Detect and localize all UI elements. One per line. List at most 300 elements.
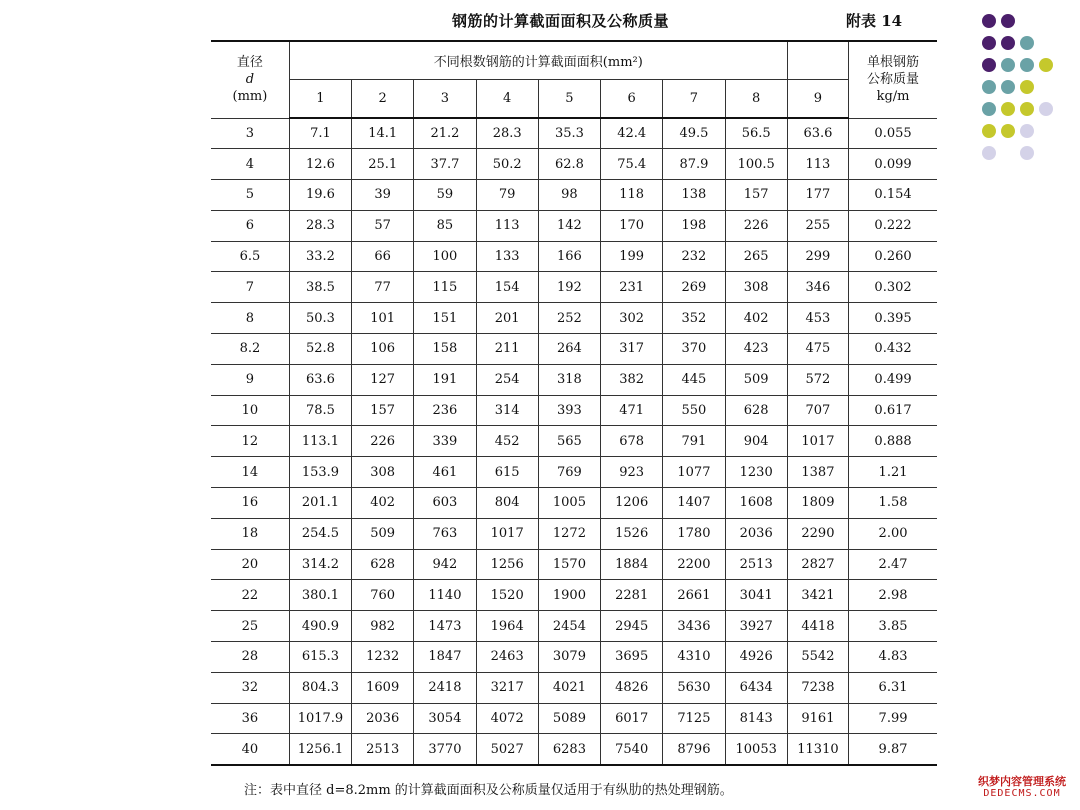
decor-dot <box>1001 58 1015 72</box>
area-cell: 142 <box>538 210 600 241</box>
area-cell: 2513 <box>725 549 787 580</box>
area-cell: 5630 <box>663 672 725 703</box>
area-cell: 471 <box>601 395 663 426</box>
area-cell: 113.1 <box>289 426 351 457</box>
area-cell: 791 <box>663 426 725 457</box>
header-diameter <box>211 41 289 118</box>
area-cell: 2945 <box>601 611 663 642</box>
area-cell: 314.2 <box>289 549 351 580</box>
table-row <box>211 426 937 457</box>
diameter-unit: (mm) <box>232 89 268 105</box>
area-cell: 1809 <box>787 488 848 519</box>
table-row <box>211 241 937 272</box>
area-cell: 75.4 <box>601 149 663 180</box>
area-cell: 35.3 <box>538 118 600 149</box>
table-row <box>211 395 937 426</box>
area-cell: 7125 <box>663 703 725 734</box>
bar-count-header: 7 <box>663 79 725 118</box>
area-cell: 461 <box>414 457 476 488</box>
area-cell: 78.5 <box>289 395 351 426</box>
area-cell: 252 <box>538 303 600 334</box>
table-row <box>211 549 937 580</box>
area-cell: 28.3 <box>476 118 538 149</box>
area-cell: 8796 <box>663 734 725 765</box>
rebar-area-table <box>211 40 937 766</box>
area-cell: 57 <box>352 210 414 241</box>
area-cell: 707 <box>787 395 848 426</box>
diameter-cell: 14 <box>211 457 289 488</box>
area-cell: 231 <box>601 272 663 303</box>
mass-cell: 0.432 <box>849 334 937 365</box>
area-cell: 2827 <box>787 549 848 580</box>
area-cell: 346 <box>787 272 848 303</box>
mass-cell: 2.98 <box>849 580 937 611</box>
area-cell: 100.5 <box>725 149 787 180</box>
diameter-cell: 3 <box>211 118 289 149</box>
table-body <box>211 118 937 765</box>
page-title: 钢筋的计算截面面积及公称质量 <box>452 12 670 30</box>
area-cell: 1847 <box>414 642 476 673</box>
mass-cell: 0.888 <box>849 426 937 457</box>
area-cell: 25.1 <box>352 149 414 180</box>
mass-cell: 9.87 <box>849 734 937 765</box>
area-cell: 151 <box>414 303 476 334</box>
area-cell: 4418 <box>787 611 848 642</box>
diameter-cell: 7 <box>211 272 289 303</box>
mass-cell: 2.00 <box>849 518 937 549</box>
area-cell: 11310 <box>787 734 848 765</box>
table-row <box>211 703 937 734</box>
diameter-cell: 12 <box>211 426 289 457</box>
diameter-cell: 5 <box>211 180 289 211</box>
area-cell: 302 <box>601 303 663 334</box>
area-cell: 615 <box>476 457 538 488</box>
table-row <box>211 672 937 703</box>
area-cell: 2290 <box>787 518 848 549</box>
mass-cell: 0.302 <box>849 272 937 303</box>
bar-count-header: 2 <box>352 79 414 118</box>
mass-cell: 1.58 <box>849 488 937 519</box>
diameter-cell: 6.5 <box>211 241 289 272</box>
area-cell: 166 <box>538 241 600 272</box>
mass-cell: 0.099 <box>849 149 937 180</box>
area-cell: 100 <box>414 241 476 272</box>
area-cell: 2513 <box>352 734 414 765</box>
area-cell: 1005 <box>538 488 600 519</box>
mass-cell: 4.83 <box>849 642 937 673</box>
area-cell: 226 <box>725 210 787 241</box>
decor-dot <box>1001 80 1015 94</box>
mass-cell: 0.154 <box>849 180 937 211</box>
mass-cell: 0.260 <box>849 241 937 272</box>
area-cell: 50.3 <box>289 303 351 334</box>
area-cell: 265 <box>725 241 787 272</box>
area-cell: 49.5 <box>663 118 725 149</box>
area-cell: 339 <box>414 426 476 457</box>
area-cell: 170 <box>601 210 663 241</box>
area-cell: 192 <box>538 272 600 303</box>
area-cell: 5542 <box>787 642 848 673</box>
area-cell: 98 <box>538 180 600 211</box>
mass-cell: 2.47 <box>849 549 937 580</box>
area-cell: 475 <box>787 334 848 365</box>
area-cell: 113 <box>787 149 848 180</box>
area-cell: 158 <box>414 334 476 365</box>
area-cell: 2200 <box>663 549 725 580</box>
area-cell: 628 <box>725 395 787 426</box>
area-cell: 769 <box>538 457 600 488</box>
area-cell: 269 <box>663 272 725 303</box>
area-cell: 113 <box>476 210 538 241</box>
area-cell: 1526 <box>601 518 663 549</box>
decor-dot <box>1001 102 1015 116</box>
area-cell: 236 <box>414 395 476 426</box>
area-cell: 4826 <box>601 672 663 703</box>
area-cell: 1017 <box>476 518 538 549</box>
bar-count-header: 5 <box>538 79 600 118</box>
area-cell: 317 <box>601 334 663 365</box>
area-cell: 39 <box>352 180 414 211</box>
area-cell: 982 <box>352 611 414 642</box>
diameter-cell: 8.2 <box>211 334 289 365</box>
area-cell: 1272 <box>538 518 600 549</box>
watermark-logo <box>966 776 1078 800</box>
area-cell: 1780 <box>663 518 725 549</box>
diameter-cell: 9 <box>211 364 289 395</box>
area-cell: 3770 <box>414 734 476 765</box>
area-cell: 423 <box>725 334 787 365</box>
area-cell: 550 <box>663 395 725 426</box>
area-cell: 1964 <box>476 611 538 642</box>
header-area-group-tail <box>787 41 848 79</box>
mass-cell: 1.21 <box>849 457 937 488</box>
bar-count-header: 1 <box>289 79 351 118</box>
area-cell: 7540 <box>601 734 663 765</box>
area-cell: 603 <box>414 488 476 519</box>
diameter-cell: 32 <box>211 672 289 703</box>
area-cell: 118 <box>601 180 663 211</box>
area-cell: 2281 <box>601 580 663 611</box>
area-cell: 509 <box>352 518 414 549</box>
table-row <box>211 457 937 488</box>
area-cell: 264 <box>538 334 600 365</box>
decor-dot <box>1020 58 1034 72</box>
diameter-symbol: d <box>245 72 255 88</box>
area-cell: 8143 <box>725 703 787 734</box>
area-cell: 66 <box>352 241 414 272</box>
area-cell: 452 <box>476 426 538 457</box>
area-cell: 133 <box>476 241 538 272</box>
area-cell: 5027 <box>476 734 538 765</box>
area-cell: 1256.1 <box>289 734 351 765</box>
area-cell: 678 <box>601 426 663 457</box>
decor-dot <box>982 80 996 94</box>
area-cell: 3041 <box>725 580 787 611</box>
decor-dot <box>1020 146 1034 160</box>
area-cell: 804 <box>476 488 538 519</box>
decor-dot <box>1020 124 1034 138</box>
watermark-en: DEDECMS.COM <box>983 788 1061 799</box>
area-cell: 402 <box>352 488 414 519</box>
area-cell: 628 <box>352 549 414 580</box>
diameter-label: 直径 <box>236 55 263 71</box>
area-cell: 77 <box>352 272 414 303</box>
table-row <box>211 611 937 642</box>
mass-cell: 0.617 <box>849 395 937 426</box>
header-area-group: 不同根数钢筋的计算截面面积(mm²) <box>289 41 787 79</box>
mass-cell: 0.222 <box>849 210 937 241</box>
area-cell: 10053 <box>725 734 787 765</box>
bar-count-header: 9 <box>787 79 848 118</box>
table-row <box>211 118 937 149</box>
diameter-cell: 18 <box>211 518 289 549</box>
decor-dot <box>1001 36 1015 50</box>
area-cell: 1407 <box>663 488 725 519</box>
area-cell: 2418 <box>414 672 476 703</box>
area-cell: 6017 <box>601 703 663 734</box>
diameter-cell: 40 <box>211 734 289 765</box>
decor-dot <box>982 14 996 28</box>
area-cell: 79 <box>476 180 538 211</box>
area-cell: 37.7 <box>414 149 476 180</box>
area-cell: 2036 <box>352 703 414 734</box>
area-cell: 254 <box>476 364 538 395</box>
area-cell: 3217 <box>476 672 538 703</box>
area-cell: 1017 <box>787 426 848 457</box>
bar-count-header: 3 <box>414 79 476 118</box>
area-cell: 1232 <box>352 642 414 673</box>
mass-cell: 3.85 <box>849 611 937 642</box>
area-cell: 4926 <box>725 642 787 673</box>
footnote: 注：表中直径 d=8.2mm 的计算截面面积及公称质量仅适用于有纵肋的热处理钢筋。 <box>244 783 733 798</box>
mass-cell: 6.31 <box>849 672 937 703</box>
area-cell: 445 <box>663 364 725 395</box>
area-cell: 157 <box>352 395 414 426</box>
area-cell: 5089 <box>538 703 600 734</box>
area-cell: 50.2 <box>476 149 538 180</box>
area-cell: 509 <box>725 364 787 395</box>
area-cell: 1609 <box>352 672 414 703</box>
table-row <box>211 364 937 395</box>
area-cell: 402 <box>725 303 787 334</box>
diameter-cell: 36 <box>211 703 289 734</box>
decorative-dots <box>982 14 1062 174</box>
area-cell: 177 <box>787 180 848 211</box>
area-cell: 63.6 <box>787 118 848 149</box>
area-cell: 7.1 <box>289 118 351 149</box>
area-cell: 904 <box>725 426 787 457</box>
decor-dot <box>982 146 996 160</box>
table-row <box>211 272 937 303</box>
area-cell: 1206 <box>601 488 663 519</box>
area-cell: 923 <box>601 457 663 488</box>
area-cell: 19.6 <box>289 180 351 211</box>
area-cell: 1900 <box>538 580 600 611</box>
watermark-cn: 织梦内容管理系统 <box>978 775 1066 788</box>
area-cell: 318 <box>538 364 600 395</box>
mass-cell: 0.395 <box>849 303 937 334</box>
area-cell: 62.8 <box>538 149 600 180</box>
area-cell: 127 <box>352 364 414 395</box>
area-cell: 154 <box>476 272 538 303</box>
table-row <box>211 303 937 334</box>
bar-count-header: 6 <box>601 79 663 118</box>
diameter-cell: 8 <box>211 303 289 334</box>
area-cell: 3079 <box>538 642 600 673</box>
area-cell: 308 <box>725 272 787 303</box>
bar-count-row <box>211 79 937 118</box>
area-cell: 1017.9 <box>289 703 351 734</box>
area-cell: 153.9 <box>289 457 351 488</box>
area-cell: 2036 <box>725 518 787 549</box>
area-cell: 1608 <box>725 488 787 519</box>
area-cell: 2463 <box>476 642 538 673</box>
area-cell: 1140 <box>414 580 476 611</box>
area-cell: 199 <box>601 241 663 272</box>
diameter-cell: 4 <box>211 149 289 180</box>
area-cell: 1230 <box>725 457 787 488</box>
diameter-cell: 22 <box>211 580 289 611</box>
area-cell: 12.6 <box>289 149 351 180</box>
diameter-cell: 25 <box>211 611 289 642</box>
table-row <box>211 210 937 241</box>
decor-dot <box>1039 58 1053 72</box>
appendix-label: 附表 14 <box>846 12 903 30</box>
area-cell: 21.2 <box>414 118 476 149</box>
decor-dot <box>1020 36 1034 50</box>
table-row <box>211 734 937 765</box>
area-cell: 33.2 <box>289 241 351 272</box>
table-row <box>211 488 937 519</box>
area-cell: 490.9 <box>289 611 351 642</box>
area-cell: 763 <box>414 518 476 549</box>
table-row <box>211 149 937 180</box>
area-cell: 4072 <box>476 703 538 734</box>
diameter-cell: 28 <box>211 642 289 673</box>
area-cell: 382 <box>601 364 663 395</box>
area-cell: 2661 <box>663 580 725 611</box>
table-row <box>211 642 937 673</box>
area-cell: 56.5 <box>725 118 787 149</box>
area-cell: 370 <box>663 334 725 365</box>
area-cell: 804.3 <box>289 672 351 703</box>
area-cell: 453 <box>787 303 848 334</box>
area-cell: 1473 <box>414 611 476 642</box>
area-cell: 254.5 <box>289 518 351 549</box>
decor-dot <box>1020 102 1034 116</box>
area-cell: 201.1 <box>289 488 351 519</box>
area-cell: 232 <box>663 241 725 272</box>
area-cell: 42.4 <box>601 118 663 149</box>
area-cell: 4310 <box>663 642 725 673</box>
diameter-cell: 10 <box>211 395 289 426</box>
area-cell: 28.3 <box>289 210 351 241</box>
area-cell: 85 <box>414 210 476 241</box>
diameter-cell: 16 <box>211 488 289 519</box>
decor-dot <box>982 58 996 72</box>
mass-label-2: 公称质量 <box>867 72 920 88</box>
mass-unit: kg/m <box>876 89 910 105</box>
table-row <box>211 180 937 211</box>
area-cell: 38.5 <box>289 272 351 303</box>
decor-dot <box>982 36 996 50</box>
area-cell: 211 <box>476 334 538 365</box>
table-row <box>211 518 937 549</box>
area-cell: 59 <box>414 180 476 211</box>
decor-dot <box>1001 124 1015 138</box>
area-cell: 1387 <box>787 457 848 488</box>
area-cell: 157 <box>725 180 787 211</box>
decor-dot <box>982 102 996 116</box>
area-cell: 101 <box>352 303 414 334</box>
table-row <box>211 334 937 365</box>
area-cell: 380.1 <box>289 580 351 611</box>
area-cell: 942 <box>414 549 476 580</box>
mass-cell: 0.055 <box>849 118 937 149</box>
area-cell: 1077 <box>663 457 725 488</box>
area-cell: 9161 <box>787 703 848 734</box>
area-cell: 1256 <box>476 549 538 580</box>
area-cell: 3927 <box>725 611 787 642</box>
area-cell: 6283 <box>538 734 600 765</box>
area-cell: 299 <box>787 241 848 272</box>
area-cell: 572 <box>787 364 848 395</box>
area-cell: 3695 <box>601 642 663 673</box>
area-cell: 52.8 <box>289 334 351 365</box>
decor-dot <box>982 124 996 138</box>
area-cell: 393 <box>538 395 600 426</box>
decor-dot <box>1039 102 1053 116</box>
area-cell: 760 <box>352 580 414 611</box>
area-cell: 87.9 <box>663 149 725 180</box>
area-cell: 6434 <box>725 672 787 703</box>
mass-label-1: 单根钢筋 <box>867 55 920 71</box>
bar-count-header: 8 <box>725 79 787 118</box>
area-cell: 106 <box>352 334 414 365</box>
area-cell: 4021 <box>538 672 600 703</box>
decor-dot <box>1020 80 1034 94</box>
area-cell: 3054 <box>414 703 476 734</box>
diameter-cell: 20 <box>211 549 289 580</box>
decor-dot <box>1001 14 1015 28</box>
area-cell: 255 <box>787 210 848 241</box>
area-cell: 115 <box>414 272 476 303</box>
mass-cell: 0.499 <box>849 364 937 395</box>
area-cell: 1884 <box>601 549 663 580</box>
area-cell: 314 <box>476 395 538 426</box>
area-cell: 1570 <box>538 549 600 580</box>
bar-count-header: 4 <box>476 79 538 118</box>
table-row <box>211 580 937 611</box>
area-cell: 226 <box>352 426 414 457</box>
area-cell: 191 <box>414 364 476 395</box>
area-cell: 138 <box>663 180 725 211</box>
area-cell: 3421 <box>787 580 848 611</box>
area-cell: 352 <box>663 303 725 334</box>
area-cell: 3436 <box>663 611 725 642</box>
area-cell: 2454 <box>538 611 600 642</box>
area-cell: 14.1 <box>352 118 414 149</box>
mass-cell: 7.99 <box>849 703 937 734</box>
area-cell: 308 <box>352 457 414 488</box>
area-cell: 615.3 <box>289 642 351 673</box>
header-unit-mass <box>849 41 937 118</box>
area-cell: 7238 <box>787 672 848 703</box>
area-cell: 1520 <box>476 580 538 611</box>
area-cell: 63.6 <box>289 364 351 395</box>
area-cell: 201 <box>476 303 538 334</box>
area-cell: 198 <box>663 210 725 241</box>
